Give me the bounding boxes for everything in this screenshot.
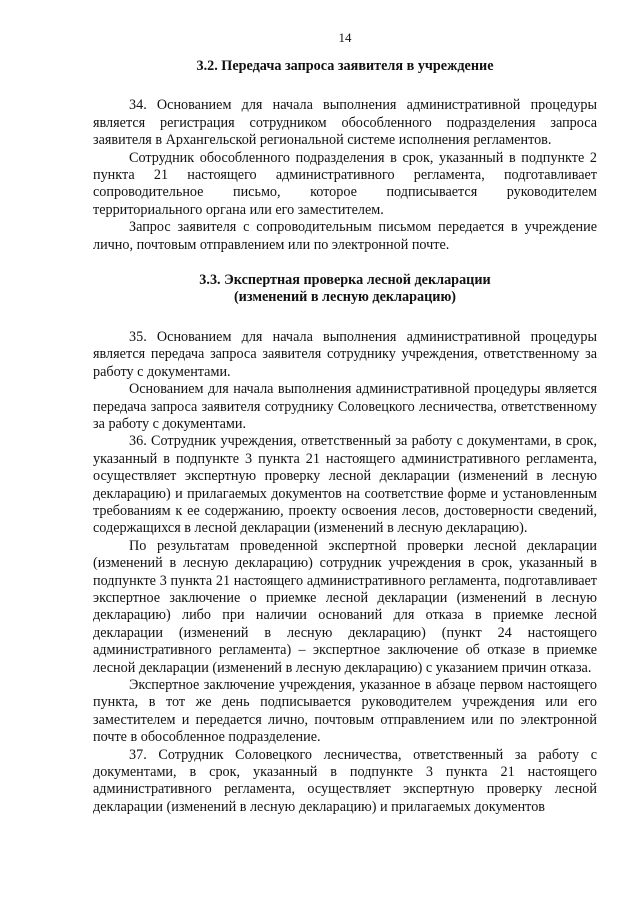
paragraph-expert-results: По результатам проведенной экспертной проверки лесной декларации (изменений в лесную декларацию) сотрудник учреждения в срок, указанный в подпункте 3 пункта 21 настоящего административного регламента, подготавливает экспертное заключение о приемке лесной декларации (изменений в лесную декларацию) либо при наличии оснований для отказа в приемке лесной декларации (изменений в лесную декларацию) (пункт 24 настоящего административного регламента) – экспертное заключение об отказе в приемке лесной декларации (изменений в лесную декларацию) с указанием причин отказа.	[93, 537, 597, 676]
document-page	[93, 30, 597, 816]
paragraph-37: 37. Сотрудник Соловецкого лесничества, ответственный за работу с документами, в срок, указанный в подпункте 3 пункта 21 настоящего административного регламента, осуществляет экспертную проверку лесной декларации (изменений в лесную декларацию) и прилагаемых документов	[93, 746, 597, 815]
paragraph-solovetsky-basis: Основанием для начала выполнения административной процедуры является передача запроса заявителя сотруднику Соловецкого лесничества, ответственному за работу с документами.	[93, 381, 597, 432]
section-3-2-title: 3.2. Передача запроса заявителя в учреждение	[196, 58, 494, 74]
section-3-3-title	[93, 272, 597, 307]
section-3-3-title-line1: 3.3. Экспертная проверка лесной декларации	[199, 272, 491, 289]
paragraph-36: 36. Сотрудник учреждения, ответственный за работу с документами, в срок, указанный в подпункте 3 пункта 21 настоящего административного регламента, осуществляет экспертную проверку лесной декларации (изменений в лесную декларацию) и прилагаемых документов на соответствие форме и установленным требованиям к ее содержанию, проекту освоения лесов, достоверности сведений, содержащихся в лесной декларации (изменений в лесную декларацию).	[93, 433, 597, 537]
paragraph-request-transfer: Запрос заявителя с сопроводительным письмом передается в учреждение лично, почтовым отправлением или по электронной почте.	[93, 219, 597, 253]
paragraph-cover-letter: Сотрудник обособленного подразделения в срок, указанный в подпункте 2 пункта 21 настоящего административного регламента, подготавливает сопроводительное письмо, которое подписывается руководителем территориального органа или его заместителем.	[93, 149, 597, 218]
paragraph-34: 34. Основанием для начала выполнения административной процедуры является регистрация сотрудником обособленного подразделения запроса заявителя в Архангельской региональной системе исполнения регламентов.	[93, 97, 597, 149]
page-number: 14	[338, 30, 352, 45]
paragraph-35: 35. Основанием для начала выполнения административной процедуры является передача запроса заявителя сотруднику учреждения, ответственному за работу с документами.	[93, 328, 597, 380]
paragraph-expert-conclusion: Экспертное заключение учреждения, указанное в абзаце первом настоящего пункта, в тот же день подписывается руководителем учреждения или его заместителем и передается лично, почтовым отправлением или по электронной почте в обособленное подразделение.	[93, 677, 597, 746]
section-3-3-title-line2: (изменений в лесную декларацию)	[233, 289, 457, 306]
